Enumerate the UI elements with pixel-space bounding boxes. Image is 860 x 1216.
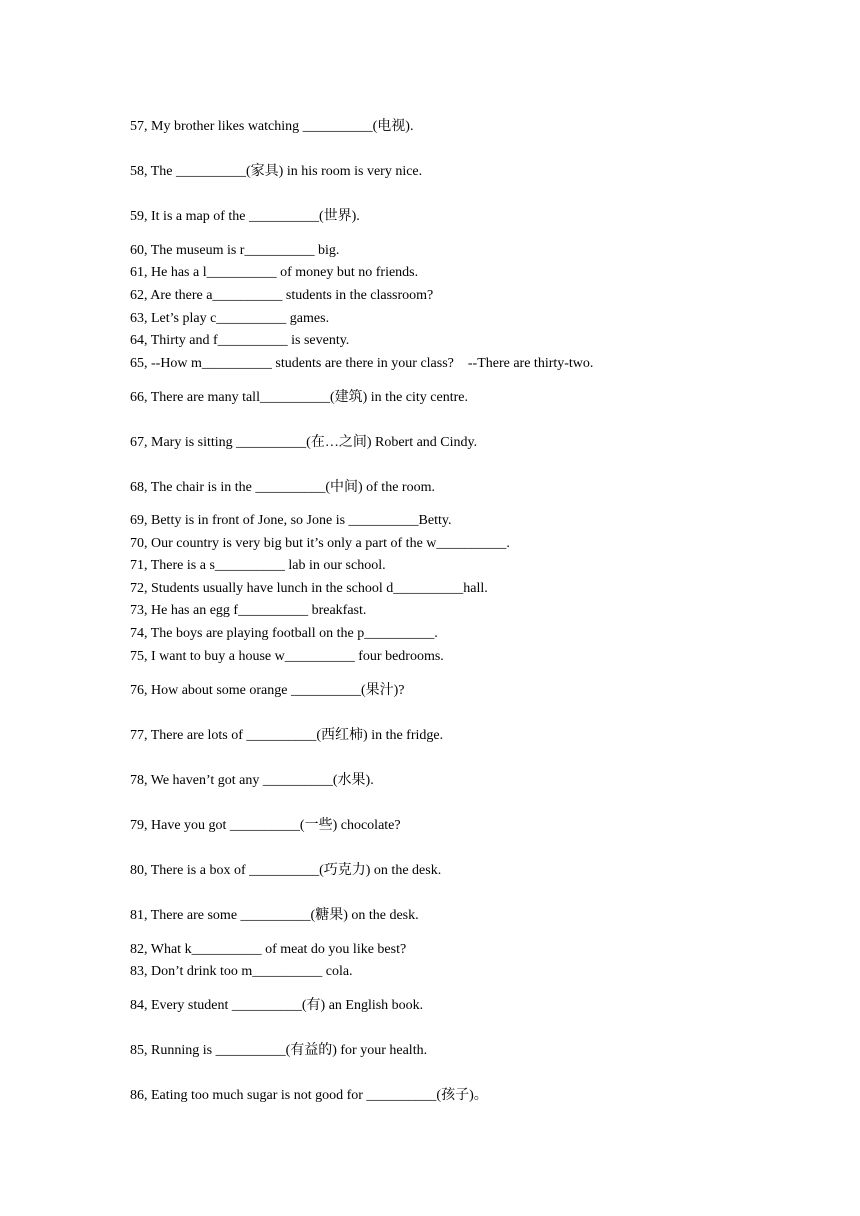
question-70: 70, Our country is very big but it’s only a part of the w__________.	[130, 536, 510, 551]
question-68: 68, The chair is in the __________(中间) of the room.	[130, 480, 435, 495]
question-85: 85, Running is __________(有益的) for your health.	[130, 1043, 428, 1058]
question-64: 64, Thirty and f__________ is seventy.	[130, 333, 350, 348]
question-58: 58, The __________(家具) in his room is very nice.	[130, 164, 423, 179]
question-72: 72, Students usually have lunch in the school d__________hall.	[130, 581, 488, 596]
question-81: 81, There are some __________(糖果) on the desk.	[130, 908, 419, 923]
question-63: 63, Let’s play c__________ games.	[130, 311, 330, 326]
question-86: 86, Eating too much sugar is not good for __________(孩子)。	[130, 1088, 488, 1103]
question-73: 73, He has an egg f__________ breakfast.	[130, 603, 367, 618]
question-57: 57, My brother likes watching __________(电视).	[130, 119, 414, 134]
question-75: 75, I want to buy a house w__________ four bedrooms.	[130, 649, 444, 664]
question-69: 69, Betty is in front of Jone, so Jone is __________Betty.	[130, 513, 452, 528]
question-84: 84, Every student __________(有) an English book.	[130, 998, 424, 1013]
question-71: 71, There is a s__________ lab in our school.	[130, 558, 386, 573]
question-74: 74, The boys are playing football on the p__________.	[130, 626, 438, 641]
question-79: 79, Have you got __________(一些) chocolate?	[130, 818, 401, 833]
question-60: 60, The museum is r__________ big.	[130, 243, 340, 258]
question-80: 80, There is a box of __________(巧克力) on the desk.	[130, 863, 442, 878]
question-78: 78, We haven’t got any __________(水果).	[130, 773, 374, 788]
question-61: 61, He has a l__________ of money but no friends.	[130, 265, 419, 280]
question-59: 59, It is a map of the __________(世界).	[130, 209, 360, 224]
question-77: 77, There are lots of __________(西红柿) in the fridge.	[130, 728, 444, 743]
question-62: 62, Are there a__________ students in the classroom?	[130, 288, 434, 303]
question-83: 83, Don’t drink too m__________ cola.	[130, 964, 353, 979]
question-76: 76, How about some orange __________(果汁)?	[130, 683, 405, 698]
question-65: 65, --How m__________ students are there in your class? --There are thirty-two.	[130, 356, 594, 371]
question-67: 67, Mary is sitting __________(在…之间) Robert and Cindy.	[130, 435, 478, 450]
question-66: 66, There are many tall__________(建筑) in the city centre.	[130, 390, 468, 405]
question-82: 82, What k__________ of meat do you like best?	[130, 942, 407, 957]
